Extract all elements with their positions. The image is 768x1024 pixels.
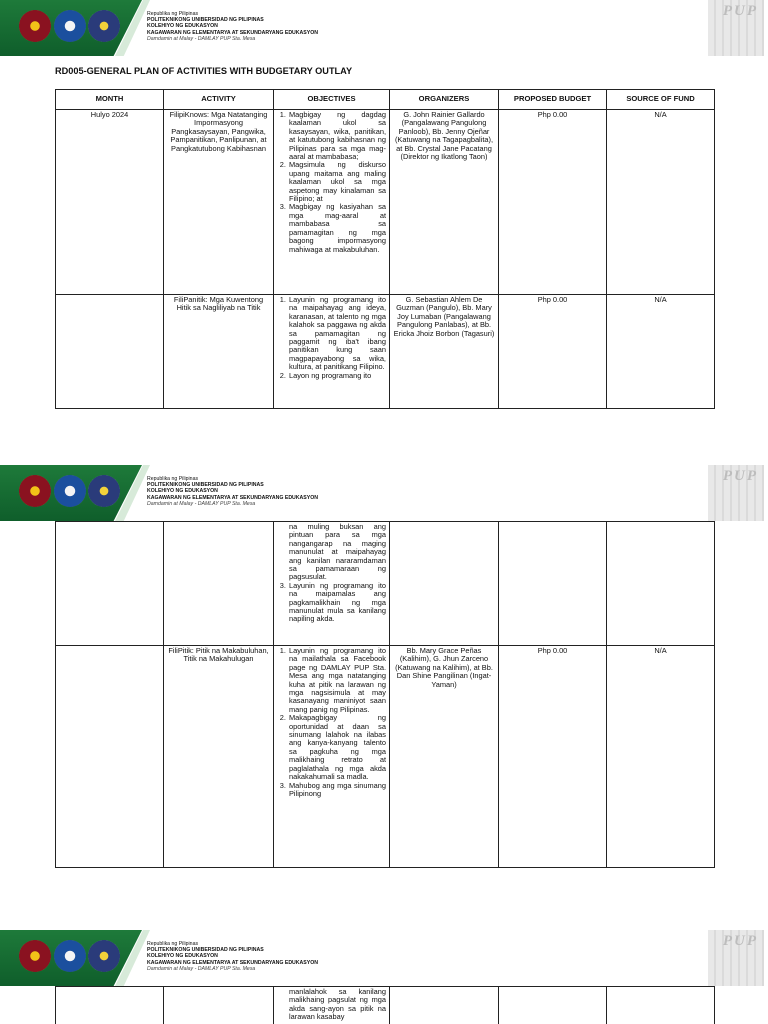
college-name: KOLEHIYO NG EDUKASYON <box>147 488 218 495</box>
fund-cell: N/A <box>607 295 715 409</box>
organizers-cell <box>390 522 499 646</box>
university-name: POLITEKNIKONG UNIBERSIDAD NG PILIPINAS <box>147 17 264 24</box>
table-row <box>56 295 715 409</box>
table-row <box>56 646 715 868</box>
objective-item: 1. Layunin ng programang ito na maipahayag ang ideya, karanasan, at talento ng mga kalahok sa paggawa ng akda sa pamamagitan ng paggamit ng iba't ibang panitikan kung saan magpapayabong sa wika, kultura, at panitikang Filipino. <box>288 296 386 372</box>
pup-watermark-text: PUP <box>722 468 758 484</box>
fund-cell: N/A <box>607 110 715 295</box>
fund-cell: N/A <box>607 646 715 868</box>
budget-cell: Php 0.00 <box>499 295 607 409</box>
department-name: KAGAWARAN NG ELEMENTARYA AT SEKUNDARYANG EDUKASYON <box>147 29 319 36</box>
organization-name: Damdamin at Malay - DAMLAY PUP Sta. Mesa <box>147 965 256 972</box>
letterhead-text <box>147 476 318 507</box>
budget-cell: Php 0.00 <box>499 110 607 295</box>
objective-item: 3. Mahubog ang mga sinumang Pilipinong <box>288 782 386 799</box>
budget-cell <box>499 522 607 646</box>
activity-cell <box>164 987 274 1024</box>
organizers-cell: Bb. Mary Grace Peñas (Kalihim), G. Jhun Zarceno (Katuwang na Kalihim), at Bb. Dan Shine Pangilinan (Ingat-Yaman) <box>390 646 499 868</box>
activity-cell: FilipiKnows: Mga Natatanging Impormasyong Pangkasaysayan, Pangwika, Pampanitikan, Panlipunan, at Pangkatutubong Kabihasnan <box>164 110 274 295</box>
table-header-row <box>56 90 715 110</box>
objective-item: 3. Magbigay ng kasiyahan sa mga mag-aaral at mambabasa sa pamamagitan ng mga bagong impormasyong mahiwaga at makabuluhan. <box>288 203 386 253</box>
objective-continuation: manlalahok sa kanilang malikhaing pagsulat ng mga akda sang-ayon sa pitik na larawan kasabay <box>289 987 386 1022</box>
objective-item: 1. Magbigay ng dagdag kaalaman ukol sa kasaysayan, wika, panitikan, at katutubong kabihasnan ng Pilipinas para sa mga mag-aaral at mambabasa; <box>288 111 386 161</box>
month-cell <box>56 646 164 868</box>
objective-item: 1. Layunin ng programang ito na mailathala sa Facebook page ng DAMLAY PUP Sta. Mesa ang mga natatanging kuha at pitik na larawan ng mga nagsisimula at may kasanayang maniniyot saan mang panig ng Pilipinas. <box>288 647 386 714</box>
pup-seal-icon <box>19 940 51 972</box>
month-cell <box>56 522 164 646</box>
month-cell <box>56 987 164 1024</box>
column-header: SOURCE OF FUND <box>607 90 715 110</box>
pup-watermark-text: PUP <box>722 933 758 949</box>
objectives-cell <box>274 646 390 868</box>
objective-item: 2. Layon ng programang ito <box>288 372 386 380</box>
page-1 <box>0 0 768 420</box>
letterhead-text <box>147 941 318 972</box>
objective-item: 3. Layunin ng programang ito na maipamalas ang pagkamalikhain ng mga manunulat mula sa kanilang napiling akda. <box>288 582 386 624</box>
page-3 <box>0 930 768 1024</box>
table-row <box>56 522 715 646</box>
activities-table-continued <box>55 521 715 868</box>
organizers-cell: G. Sebastian Ahlem De Guzman (Pangulo), Bb. Mary Joy Lumaban (Pangalawang Pangulong Panlabas), at Bb. Ericka Jhoiz Borbon (Tagasuri) <box>390 295 499 409</box>
department-name: KAGAWARAN NG ELEMENTARYA AT SEKUNDARYANG EDUKASYON <box>147 494 319 501</box>
pup-watermark <box>706 0 764 56</box>
letterhead-text <box>147 11 318 42</box>
document-title: RD005-GENERAL PLAN OF ACTIVITIES WITH BUDGETARY OUTLAY <box>55 66 353 76</box>
budget-cell <box>499 987 607 1024</box>
pup-seal-icon <box>19 10 51 42</box>
pup-watermark-text: PUP <box>722 3 758 19</box>
objective-item: 2. Makapagbigay ng oportunidad at daan sa sinumang lalahok na ilabas ang kanya-kanyang talento sa pagkuha ng mga malikhaing retrato at paglalathala ng mga akda nakakahumali sa madla. <box>288 714 386 781</box>
republic-line: Republika ng Pilipinas <box>147 476 199 482</box>
pup-watermark <box>706 465 764 521</box>
letterhead <box>0 0 768 56</box>
republic-line: Republika ng Pilipinas <box>147 11 199 17</box>
activities-table <box>55 89 715 409</box>
damlay-logo-icon <box>88 475 120 507</box>
college-name: KOLEHIYO NG EDUKASYON <box>147 23 218 30</box>
table-row <box>56 110 715 295</box>
objective-continuation: na muling buksan ang pintuan para sa mga nangangarap na maging manunulat at maipahayag ang kanilan nararamdaman sa pamamaraan ng pagsusulat. <box>289 522 386 582</box>
column-header: MONTH <box>56 90 164 110</box>
column-header: PROPOSED BUDGET <box>499 90 607 110</box>
department-name: KAGAWARAN NG ELEMENTARYA AT SEKUNDARYANG EDUKASYON <box>147 959 319 966</box>
budget-cell: Php 0.00 <box>499 646 607 868</box>
letterhead <box>0 465 768 521</box>
month-cell: Hulyo 2024 <box>56 110 164 295</box>
organization-name: Damdamin at Malay - DAMLAY PUP Sta. Mesa <box>147 35 256 42</box>
column-header: OBJECTIVES <box>274 90 390 110</box>
college-name: KOLEHIYO NG EDUKASYON <box>147 953 218 960</box>
activity-cell <box>164 522 274 646</box>
objectives-cell <box>274 295 390 409</box>
organizers-cell <box>390 987 499 1024</box>
fund-cell <box>607 522 715 646</box>
fund-cell <box>607 987 715 1024</box>
page-2 <box>0 465 768 885</box>
objectives-cell <box>274 987 390 1024</box>
letterhead <box>0 930 768 986</box>
university-name: POLITEKNIKONG UNIBERSIDAD NG PILIPINAS <box>147 482 264 489</box>
objectives-cell <box>274 110 390 295</box>
activities-table-continued <box>55 986 715 1024</box>
month-cell <box>56 295 164 409</box>
pup-seal-icon <box>19 475 51 507</box>
university-name: POLITEKNIKONG UNIBERSIDAD NG PILIPINAS <box>147 947 264 954</box>
college-seal-icon <box>54 475 86 507</box>
damlay-logo-icon <box>88 940 120 972</box>
damlay-logo-icon <box>88 10 120 42</box>
organization-name: Damdamin at Malay - DAMLAY PUP Sta. Mesa <box>147 500 256 507</box>
republic-line: Republika ng Pilipinas <box>147 941 199 947</box>
objective-item: 2. Magsimula ng diskurso upang maitama ang maling kaalaman ukol sa mga aspetong may kinalaman sa Filipino; at <box>288 161 386 203</box>
activity-cell: FiliPitik: Pitik na Makabuluhan, Titik na Makahulugan <box>164 646 274 868</box>
college-seal-icon <box>54 940 86 972</box>
organizers-cell: G. John Rainier Gallardo (Pangalawang Pangulong Panloob), Bb. Jenny Ojeñar (Katuwang na Tagapagbalita), at Bb. Crystal Jane Pacatang (Direktor ng Ikatlong Taon) <box>390 110 499 295</box>
college-seal-icon <box>54 10 86 42</box>
column-header: ACTIVITY <box>164 90 274 110</box>
activity-cell: FiliPanitik: Mga Kuwentong Hitik sa Nagliliyab na Titik <box>164 295 274 409</box>
objectives-cell <box>274 522 390 646</box>
column-header: ORGANIZERS <box>390 90 499 110</box>
pup-watermark <box>706 930 764 986</box>
table-row <box>56 987 715 1024</box>
